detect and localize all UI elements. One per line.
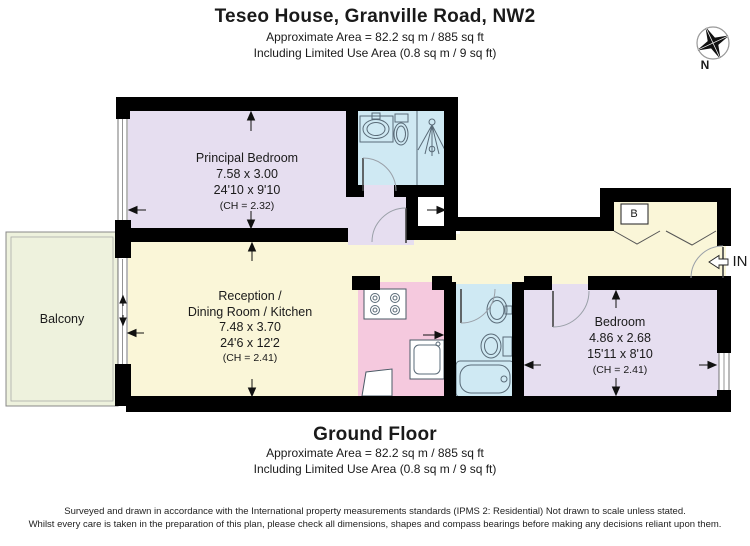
- header-limited-line: Including Limited Use Area (0.8 sq m / 9 sq ft): [253, 46, 497, 60]
- kitchen-corner-unit: [362, 369, 392, 396]
- entrance-label: IN: [732, 253, 748, 270]
- compass-icon: [689, 19, 737, 67]
- room-dims-m: 7.48 x 3.70: [219, 320, 281, 334]
- room-ceiling-height: (CH = 2.41): [592, 364, 648, 376]
- boiler-label: B: [630, 208, 638, 220]
- room-dims-m: 7.58 x 3.00: [216, 167, 278, 181]
- page-title: Teseo House, Granville Road, NW2: [214, 6, 536, 27]
- room-name: Bedroom: [594, 315, 646, 329]
- room-dims-ft: 24'10 x 9'10: [213, 183, 281, 197]
- principal-bedroom-window: [118, 116, 127, 222]
- floor-area-line: Approximate Area = 82.2 sq m / 885 sq ft: [266, 446, 484, 460]
- header-area-line: Approximate Area = 82.2 sq m / 885 sq ft: [266, 30, 484, 44]
- sink-icon: [410, 340, 444, 379]
- room-ceiling-height: (CH = 2.41): [222, 352, 278, 364]
- hob-icon: [364, 289, 406, 319]
- bedroom-window: [719, 351, 729, 392]
- floor-title: Ground Floor: [313, 424, 437, 445]
- room-dims-ft: 15'11 x 8'10: [587, 347, 653, 361]
- room-dims-ft: 24'6 x 12'2: [220, 335, 280, 350]
- room-name: Principal Bedroom: [195, 151, 299, 165]
- reception-label: [188, 289, 312, 367]
- balcony-label: Balcony: [39, 312, 85, 326]
- room-dims-m: 4.86 x 2.68: [589, 331, 651, 345]
- disclaimer-line1: Surveyed and drawn in accordance with the International property measurements standards (IPMS 2: Residential) Not drawn to scale unless stated.: [64, 506, 686, 517]
- room-ceiling-height: (CH = 2.32): [219, 200, 275, 212]
- compass-north-label: N: [700, 58, 710, 72]
- bedroom-label: [587, 314, 653, 378]
- principal-bedroom-label: [196, 150, 298, 214]
- room-name-line2: Dining Room / Kitchen: [187, 304, 313, 319]
- room-name-line1: Reception /: [218, 289, 282, 303]
- balcony-door-window: [118, 257, 127, 367]
- floor-limited-line: Including Limited Use Area (0.8 sq m / 9 sq ft): [253, 462, 497, 476]
- disclaimer-line2: Whilst every care is taken in the preparation of this plan, please check all dimensions, shapes and compass bearings before making any decisions reliant upon them.: [28, 519, 722, 530]
